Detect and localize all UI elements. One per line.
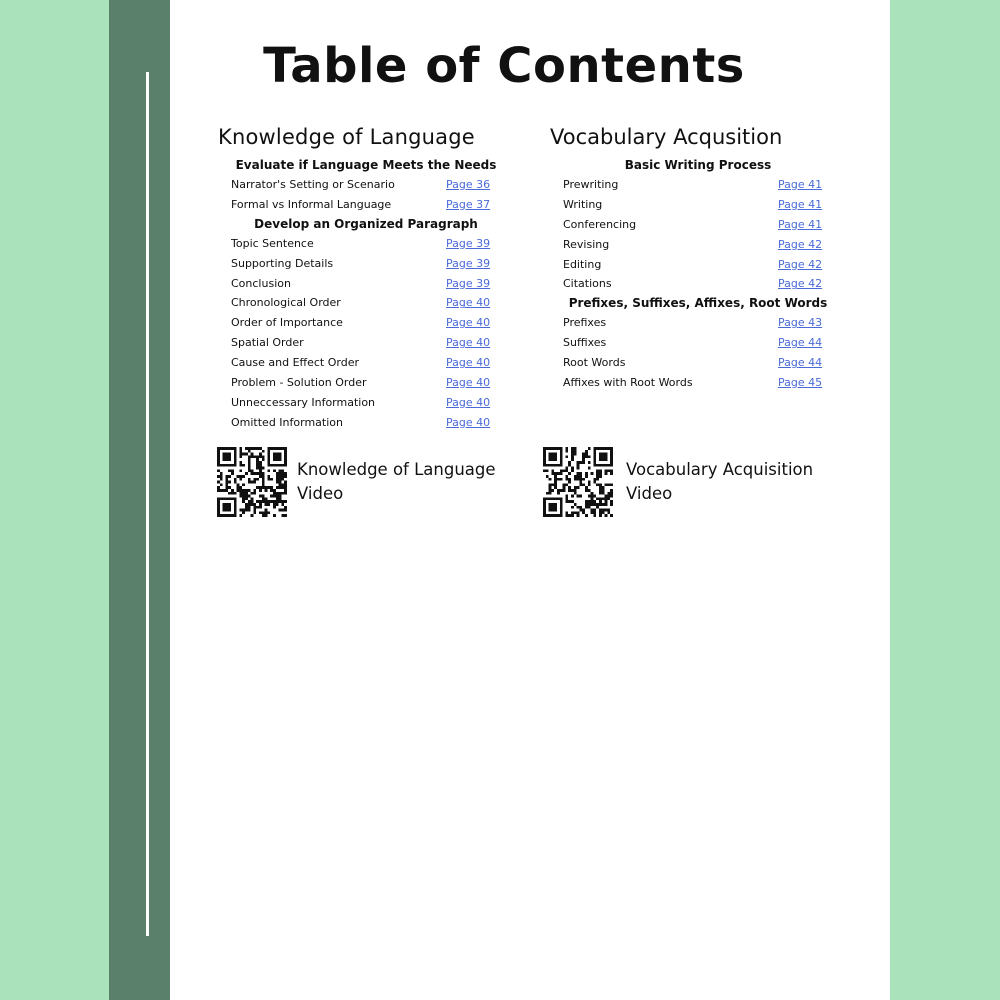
page-link[interactable]: Page 40: [446, 296, 491, 310]
page-link[interactable]: Page 44: [778, 356, 823, 370]
page-link[interactable]: Page 40: [446, 316, 491, 330]
page-link[interactable]: Page 36: [446, 178, 491, 191]
entry-title: Writing: [563, 197, 603, 211]
entry-title: Citations: [563, 277, 612, 291]
toc-entry: [218, 195, 518, 215]
page-link[interactable]: Page 40: [446, 376, 491, 390]
toc-list: [550, 175, 840, 294]
toc-entry: [218, 254, 518, 274]
page-link[interactable]: Page 42: [778, 277, 823, 291]
entry-title: Root Words: [563, 356, 626, 370]
section-title: Prefixes, Suffixes, Affixes, Root Words: [568, 296, 828, 311]
page-title: Table of Contents: [263, 38, 745, 94]
entry-title: Affixes with Root Words: [563, 376, 693, 390]
entry-title: Chronological Order: [231, 296, 341, 310]
page-link[interactable]: Page 40: [446, 415, 491, 429]
section-title: Develop an Organized Paragraph: [254, 216, 478, 231]
toc-list: [218, 234, 518, 433]
video-label: [626, 458, 813, 506]
page-link[interactable]: Page 39: [446, 236, 491, 250]
toc-column-left: [218, 122, 518, 433]
toc-entry: [550, 235, 840, 255]
toc-entry: [218, 175, 518, 195]
column-heading: Knowledge of Language: [218, 125, 475, 149]
toc-column-right: [550, 122, 840, 393]
video-label: [297, 458, 519, 506]
toc-entry: [218, 373, 518, 393]
toc-entry: [550, 353, 840, 373]
page-link[interactable]: Page 40: [446, 336, 491, 350]
entry-title: Supporting Details: [231, 256, 334, 270]
page-link[interactable]: Page 39: [446, 256, 491, 270]
page-link[interactable]: Page 41: [778, 178, 823, 191]
entry-title: Formal vs Informal Language: [231, 197, 392, 211]
side-band: [109, 0, 170, 1000]
toc-list: [550, 313, 840, 393]
entry-title: Prewriting: [563, 178, 619, 191]
column-heading: Vocabulary Acqusition: [550, 125, 783, 149]
entry-title: Revising: [563, 237, 610, 251]
toc-entry: [550, 333, 840, 353]
video-label-line: Video: [297, 484, 344, 503]
page-link[interactable]: Page 43: [778, 316, 823, 330]
toc-entry: [218, 234, 518, 254]
entry-title: Editing: [563, 257, 602, 271]
entry-title: Conferencing: [563, 217, 637, 231]
video-link-vocabulary[interactable]: [543, 447, 843, 517]
page-link[interactable]: Page 45: [778, 376, 823, 390]
toc-entry: [218, 333, 518, 353]
entry-title: Narrator's Setting or Scenario: [231, 178, 395, 191]
entry-title: Omitted Information: [231, 415, 343, 429]
page-link[interactable]: Page 42: [778, 237, 823, 251]
section-title: Evaluate if Language Meets the Needs: [235, 158, 497, 172]
toc-entry: [218, 353, 518, 373]
entry-title: Unneccessary Information: [231, 395, 376, 409]
toc-entry: [550, 373, 840, 393]
side-band-line: [146, 72, 149, 936]
entry-title: Prefixes: [563, 316, 607, 330]
toc-entry: [550, 313, 840, 333]
page-link[interactable]: Page 40: [446, 356, 491, 370]
qr-code-icon[interactable]: [543, 447, 613, 517]
entry-title: Problem - Solution Order: [231, 376, 367, 390]
qr-code-icon[interactable]: [217, 447, 287, 517]
video-link-knowledge[interactable]: [217, 447, 523, 517]
video-label-line: Vocabulary Acquisition: [626, 460, 814, 479]
page-link[interactable]: Page 41: [778, 217, 823, 231]
page-link[interactable]: Page 41: [778, 197, 823, 211]
video-label-line: Video: [626, 484, 673, 503]
toc-entry: [218, 274, 518, 294]
toc-entry: [550, 274, 840, 294]
toc-entry: [218, 413, 518, 433]
toc-entry: [550, 195, 840, 215]
toc-entry: [218, 293, 518, 313]
page-link[interactable]: Page 40: [446, 395, 491, 409]
entry-title: Conclusion: [231, 276, 291, 290]
toc-entry: [550, 175, 840, 195]
entry-title: Topic Sentence: [231, 236, 314, 250]
entry-title: Spatial Order: [231, 336, 304, 350]
toc-entry: [218, 393, 518, 413]
video-label-line: Knowledge of Language: [297, 460, 496, 479]
entry-title: Order of Importance: [231, 316, 343, 330]
entry-title: Cause and Effect Order: [231, 356, 359, 370]
section-title: Basic Writing Process: [624, 158, 772, 172]
toc-entry: [550, 215, 840, 235]
page-link[interactable]: Page 42: [778, 257, 823, 271]
toc-entry: [218, 313, 518, 333]
page-link[interactable]: Page 39: [446, 276, 491, 290]
page-link[interactable]: Page 37: [446, 197, 491, 211]
toc-list: [218, 175, 518, 215]
toc-entry: [550, 255, 840, 275]
entry-title: Suffixes: [563, 336, 607, 350]
page-link[interactable]: Page 44: [778, 336, 823, 350]
